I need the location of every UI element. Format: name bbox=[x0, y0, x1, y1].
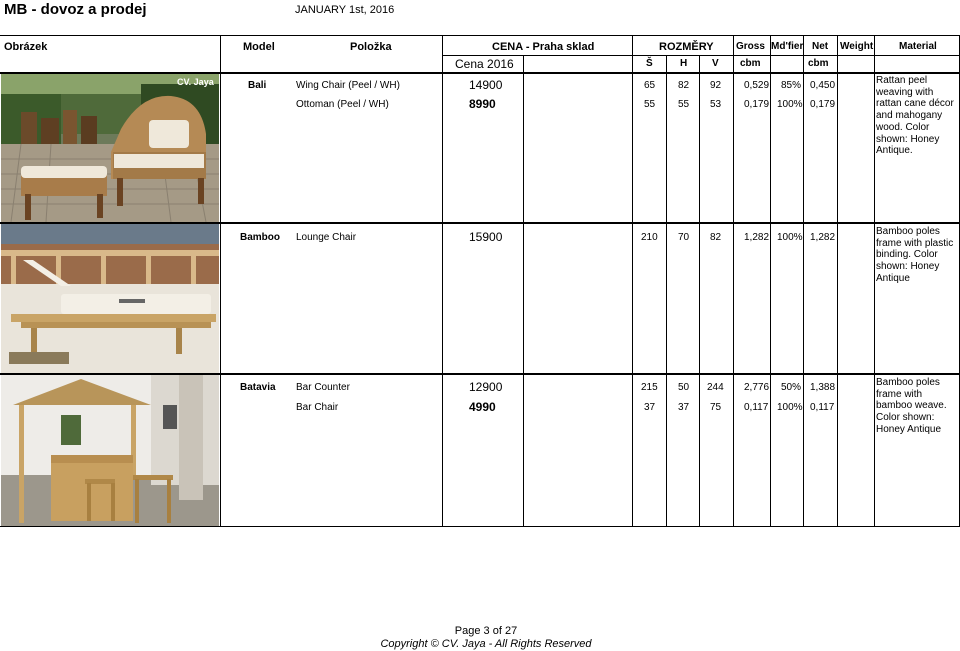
header-polozka: Položka bbox=[350, 41, 392, 53]
header-material: Material bbox=[899, 41, 937, 52]
material-batavia: Bamboo poles frame with bamboo weave. Color shown: Honey Antique bbox=[876, 377, 947, 435]
dim-h-bar-counter: 50 bbox=[678, 382, 690, 393]
mdfier-lounge-chair: 100% bbox=[777, 232, 803, 243]
dim-h-wing-chair: 82 bbox=[678, 80, 690, 91]
header-model: Model bbox=[243, 41, 275, 53]
page-number: Page 3 of 27 bbox=[454, 625, 518, 637]
net-bar-chair: 0,117 bbox=[810, 402, 835, 413]
gross-ottoman: 0,179 bbox=[744, 99, 770, 110]
header-obrazek: Obrázek bbox=[4, 41, 48, 53]
net-ottoman: 0,179 bbox=[810, 99, 836, 110]
dim-v-ottoman: 53 bbox=[710, 99, 722, 110]
photo-watermark: CV. Jaya bbox=[177, 77, 214, 87]
header-s: Š bbox=[646, 58, 653, 69]
net-lounge-chair: 1,282 bbox=[810, 232, 836, 243]
header-cena-2016: Cena 2016 bbox=[455, 57, 514, 71]
mdfier-bar-counter: 50% bbox=[781, 382, 802, 393]
mdfier-wing-chair: 85% bbox=[781, 80, 802, 91]
mdfier-ottoman: 100% bbox=[777, 99, 803, 110]
product-photo-bamboo bbox=[1, 224, 219, 373]
header-v: V bbox=[712, 58, 719, 69]
header-gross: Gross bbox=[736, 41, 765, 52]
model-batavia: Batavia bbox=[240, 382, 276, 393]
bamboo-photo-illustration bbox=[1, 224, 219, 373]
dim-v-wing-chair: 92 bbox=[710, 80, 722, 91]
header-cena: CENA - Praha sklad bbox=[492, 41, 595, 53]
header-net-cbm: cbm bbox=[808, 58, 829, 69]
price-ottoman: 8990 bbox=[469, 97, 496, 111]
dim-s-lounge-chair: 210 bbox=[641, 232, 658, 243]
net-bar-counter: 1,388 bbox=[810, 382, 836, 393]
dim-h-bar-chair: 37 bbox=[678, 402, 690, 413]
price-wing-chair: 14900 bbox=[469, 78, 503, 92]
mdfier-bar-chair: 100% bbox=[777, 402, 803, 413]
item-bar-chair: Bar Chair bbox=[296, 402, 339, 413]
header-net: Net bbox=[812, 41, 829, 52]
dim-v-bar-chair: 75 bbox=[710, 402, 722, 413]
batavia-photo-illustration bbox=[1, 375, 219, 526]
header-rozmery: ROZMĚRY bbox=[659, 41, 714, 53]
gross-bar-chair: 0,117 bbox=[744, 402, 769, 413]
gross-wing-chair: 0,529 bbox=[744, 80, 770, 91]
item-wing-chair: Wing Chair (Peel / WH) bbox=[296, 80, 400, 91]
dim-h-lounge-chair: 70 bbox=[678, 232, 690, 243]
item-bar-counter: Bar Counter bbox=[296, 382, 350, 393]
product-photo-batavia bbox=[1, 375, 219, 526]
model-bali: Bali bbox=[248, 80, 267, 91]
dim-v-bar-counter: 244 bbox=[707, 382, 724, 393]
header-h: H bbox=[680, 58, 688, 69]
product-photo-bali bbox=[1, 74, 219, 222]
net-wing-chair: 0,450 bbox=[810, 80, 836, 91]
item-ottoman: Ottoman (Peel / WH) bbox=[296, 99, 389, 110]
model-bamboo: Bamboo bbox=[240, 232, 280, 243]
page-title: MB - dovoz a prodej bbox=[4, 1, 147, 18]
material-bali: Rattan peel weaving with rattan cane décor and mahogany wood. Color shown: Honey Antique. bbox=[876, 75, 954, 157]
item-lounge-chair: Lounge Chair bbox=[296, 232, 357, 243]
gross-lounge-chair: 1,282 bbox=[744, 232, 770, 243]
dim-s-ottoman: 55 bbox=[644, 99, 656, 110]
material-bamboo: Bamboo poles frame with plastic binding. Color shown: Honey Antique bbox=[876, 226, 954, 284]
header-mdfier: Md'fier bbox=[771, 41, 804, 52]
dim-s-bar-chair: 37 bbox=[644, 402, 656, 413]
header-weight: Weight bbox=[840, 41, 874, 52]
price-bar-chair: 4990 bbox=[469, 400, 496, 414]
copyright: Copyright © CV. Jaya - All Rights Reserved bbox=[380, 638, 592, 650]
price-bar-counter: 12900 bbox=[469, 380, 503, 394]
dim-s-wing-chair: 65 bbox=[644, 80, 656, 91]
dim-v-lounge-chair: 82 bbox=[710, 232, 722, 243]
gross-bar-counter: 2,776 bbox=[744, 382, 770, 393]
dim-s-bar-counter: 215 bbox=[641, 382, 658, 393]
dim-h-ottoman: 55 bbox=[678, 99, 690, 110]
bali-photo-illustration bbox=[1, 74, 219, 222]
price-lounge-chair: 15900 bbox=[469, 230, 503, 244]
header-gross-cbm: cbm bbox=[740, 58, 761, 69]
header-date: JANUARY 1st, 2016 bbox=[295, 4, 395, 16]
